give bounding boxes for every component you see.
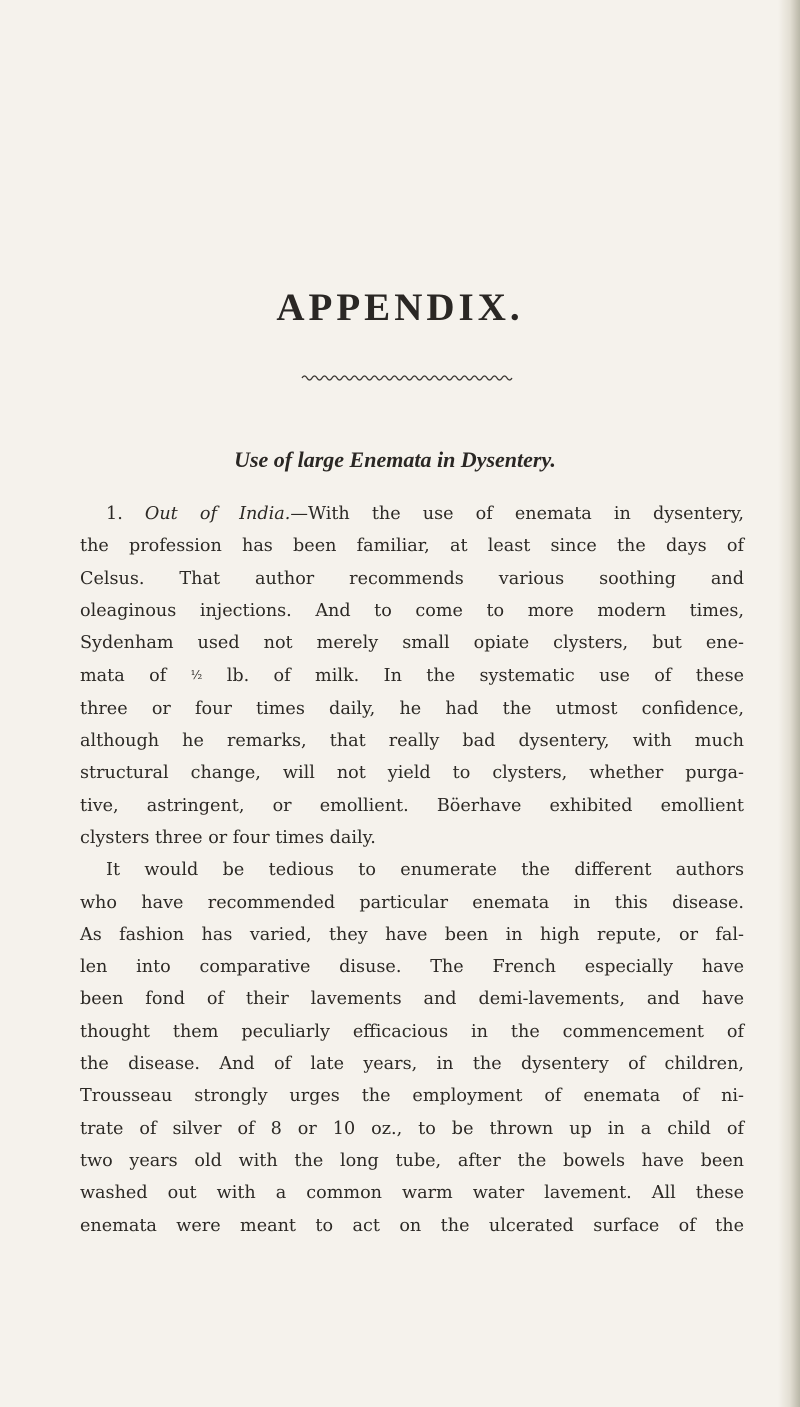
text-line: Trousseau strongly urges the employment of enemata of ni-	[80, 1086, 744, 1107]
text-span: lb. of milk. In the systematic use of these	[226, 666, 745, 687]
wavy-rule-ornament	[300, 372, 515, 384]
text-line: tive, astringent, or emollient. Böerhave exhibited emollient	[80, 795, 744, 816]
text-line: structural change, will not yield to clysters, whether purga-	[80, 763, 744, 784]
text-line: oleaginous injections. And to come to more modern times,	[80, 600, 744, 621]
text-line: the disease. And of late years, in the dysentery of children,	[80, 1054, 744, 1075]
paragraph-number: 1.	[106, 504, 123, 524]
text-line: washed out with a common warm water lavement. All these	[80, 1183, 744, 1204]
text-line: It would be tedious to enumerate the different authors	[106, 860, 744, 881]
section-lead-italic: Out of India.	[144, 504, 291, 524]
text-line: although he remarks, that really bad dysentery, with much	[80, 731, 744, 752]
text-line: three or four times daily, he had the utmost confidence,	[80, 698, 744, 719]
text-span: —With the use of enemata in dysentery,	[290, 504, 745, 524]
text-line: enemata were meant to act on the ulcerated surface of the	[80, 1215, 744, 1236]
appendix-title: APPENDIX.	[276, 286, 524, 329]
text-line: trate of silver of 8 or 10 oz., to be thrown up in a child of	[80, 1118, 744, 1139]
text-line: clysters three or four times daily.	[80, 827, 376, 848]
section-subtitle: Use of large Enemata in Dysentery.	[234, 447, 556, 472]
body-text	[80, 498, 744, 1242]
page-edge-shadow	[778, 0, 800, 1407]
fraction-half: ½	[190, 668, 203, 683]
text-line: Celsus. That author recommends various soothing and	[80, 568, 744, 589]
text-line: Sydenham used not merely small opiate clysters, but ene-	[80, 633, 744, 654]
text-line: two years old with the long tube, after the bowels have been	[80, 1150, 744, 1171]
text-line: been fond of their lavements and demi-lavements, and have	[80, 989, 744, 1010]
text-line	[80, 498, 744, 530]
text-line: thought them peculiarly efficacious in the commencement of	[80, 1021, 744, 1042]
text-span: mata of	[80, 666, 167, 687]
text-line	[80, 659, 744, 692]
text-line: len into comparative disuse. The French especially have	[80, 957, 744, 978]
text-line: who have recommended particular enemata in this disease.	[80, 892, 744, 913]
text-line: As fashion has varied, they have been in high repute, or fal-	[80, 924, 744, 945]
text-line: the profession has been familiar, at least since the days of	[80, 536, 744, 557]
